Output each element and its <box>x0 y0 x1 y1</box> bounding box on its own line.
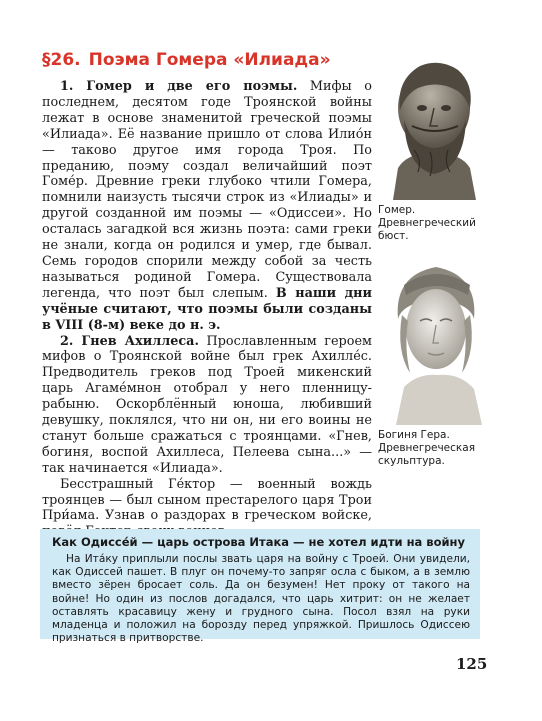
page-number: 125 <box>456 655 488 673</box>
homer-bust-image <box>378 50 488 200</box>
section-heading <box>42 50 372 70</box>
box-title: Как Одиссе́й — царь острова Итака — не хотел идти на войну <box>52 535 465 549</box>
hera-caption: Богиня Гера. Древнегреческая скульптура. <box>378 429 476 467</box>
paragraph-achilles-heading: 2. Гнев Ахиллеса. <box>60 333 199 349</box>
odysseus-story-box <box>40 529 480 645</box>
paragraph-homer <box>42 79 372 334</box>
homer-caption: Гомер. Древнегреческий бюст. <box>378 204 476 242</box>
hera-sculpture-image <box>378 255 494 425</box>
paragraph-homer-text: Мифы о последнем, десятом годе Троянской войны лежат в основе знаменитой греческой поэмы «Илиада». Её название пришло от слова Илио́н — таково другое имя города Троя. По преданию, поэму создал величайший поэт Гоме́р. Древние греки глубоко чтили Гомера, помнили наизусть тысячи строк из «Илиады» и другой созданной им поэмы — «Одиссеи». Но осталась загадкой вся жизнь поэта: сами греки не знали, когда он родился и умер, где бывал. Семь городов спорили между собой за честь называться родиной Гомера. Существовала легенда, что поэт был слепым. <box>42 79 372 301</box>
section-title: Поэма Гомера «Илиада» <box>88 50 331 70</box>
section-number: §26. <box>42 50 81 70</box>
main-text-column <box>42 79 372 540</box>
hera-figure <box>378 255 502 468</box>
homer-figure <box>378 50 502 243</box>
paragraph-achilles-text: Прославленным героем мифов о Троянской войне был грек Ахилле́с. Предводитель греков под Троей микенский царь Агаме́мнон отобрал у него пленницу-рабыню. Оскорблённый юноша, любивший девушку, поклялся, что ни он, ни его воины не станут больше сражаться с троянцами. «Гнев, богиня, воспой Ахиллеса, Пелеева сына...» — так начинается «Илиада». <box>42 333 372 476</box>
paragraph-hector-text: Бесстрашный Ге́ктор — военный вождь троянцев — был сыном престарелого царя Трои При́ама. Узнав о раздорах в греческом войске, <box>42 476 372 524</box>
box-text: На Ита́ку приплыли послы звать царя на войну с Троей. Они увидели, как Одиссей пашет. В плуг он почему-то запряг осла с быком, а в землю вместо зёрен бросает соль. Да он безумен! Нет проку от такого на войне! Но один из послов догадался, что царь хитрит: он не желает оставлять красавицу жену и грудного сына. Посол взял на руки младенца и положил на борозду перед упряжкой. Пришлось Одиссею признаться в притворстве. <box>52 553 470 645</box>
paragraph-achilles <box>42 334 372 477</box>
paragraph-homer-conclusion: В наши дни учёные считают, что поэмы были созданы в VIII (8-м) веке до н. э. <box>42 285 372 333</box>
paragraph-homer-heading: 1. Гомер и две его поэмы. <box>60 79 298 94</box>
